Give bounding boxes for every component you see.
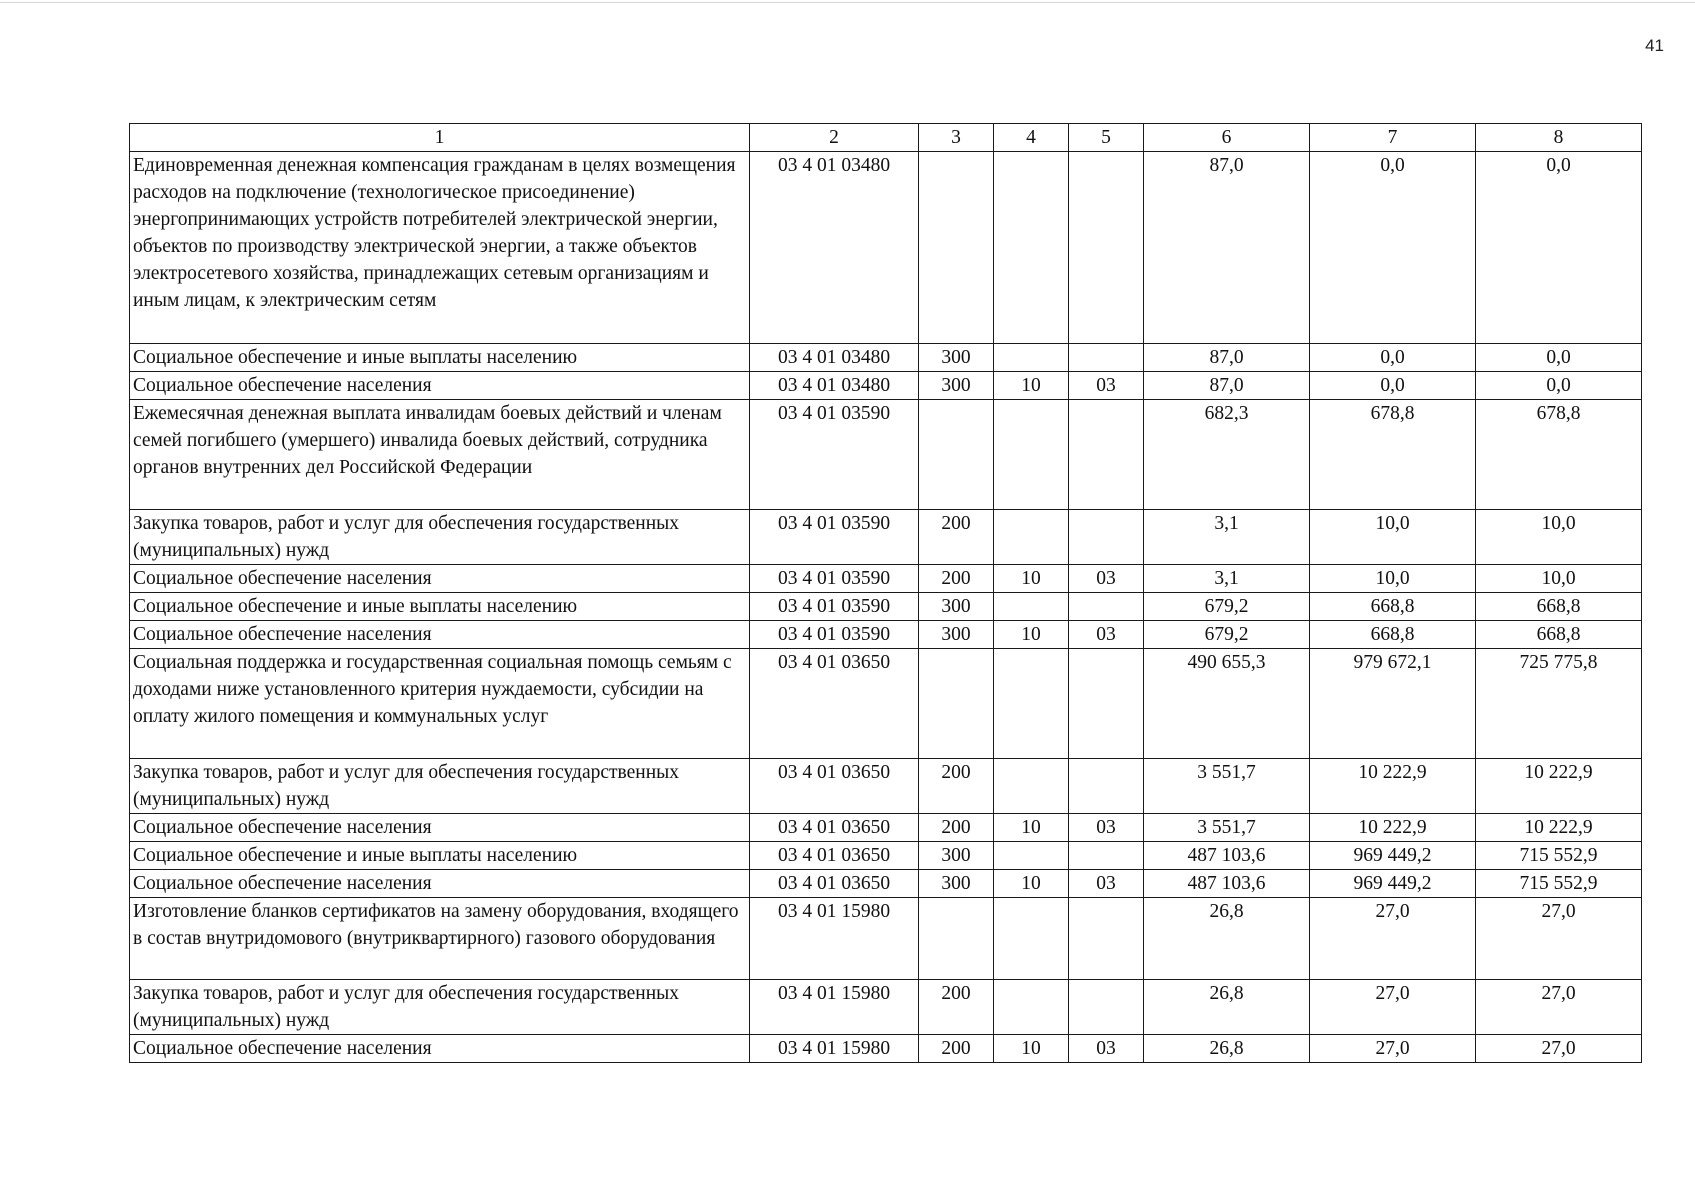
row-subsection-cell: 03 bbox=[1069, 870, 1144, 898]
table-row bbox=[130, 1035, 1642, 1063]
row-value-col7-cell: 678,8 bbox=[1310, 400, 1476, 510]
row-code-cell: 03 4 01 03480 bbox=[750, 372, 919, 400]
row-value-col7-cell: 27,0 bbox=[1310, 980, 1476, 1035]
row-section-cell: 10 bbox=[994, 1035, 1069, 1063]
row-subsection-cell bbox=[1069, 898, 1144, 980]
row-value-col6-cell: 487 103,6 bbox=[1144, 842, 1310, 870]
row-value-col6-cell: 87,0 bbox=[1144, 344, 1310, 372]
row-value-col7-cell: 668,8 bbox=[1310, 621, 1476, 649]
row-subsection-cell bbox=[1069, 510, 1144, 565]
row-name-cell: Социальное обеспечение и иные выплаты населению bbox=[130, 344, 750, 372]
row-code-cell: 03 4 01 15980 bbox=[750, 1035, 919, 1063]
row-name-cell: Ежемесячная денежная выплата инвалидам боевых действий и членам семей погибшего (умершего) инвалида боевых действий, сотрудника органов внутренних дел Российской Федерации bbox=[130, 400, 750, 510]
row-expense-type-cell: 300 bbox=[919, 593, 994, 621]
row-section-cell: 10 bbox=[994, 621, 1069, 649]
row-value-col6-cell: 487 103,6 bbox=[1144, 870, 1310, 898]
row-subsection-cell bbox=[1069, 344, 1144, 372]
row-value-col8-cell: 715 552,9 bbox=[1476, 842, 1642, 870]
row-value-col6-cell: 26,8 bbox=[1144, 898, 1310, 980]
row-section-cell bbox=[994, 344, 1069, 372]
table-row bbox=[130, 842, 1642, 870]
row-section-cell: 10 bbox=[994, 814, 1069, 842]
table-row bbox=[130, 870, 1642, 898]
row-value-col8-cell: 27,0 bbox=[1476, 1035, 1642, 1063]
row-expense-type-cell: 200 bbox=[919, 510, 994, 565]
row-value-col8-cell: 27,0 bbox=[1476, 898, 1642, 980]
row-expense-type-cell: 300 bbox=[919, 842, 994, 870]
column-header: 3 bbox=[919, 124, 994, 152]
row-section-cell: 10 bbox=[994, 372, 1069, 400]
row-name-cell: Закупка товаров, работ и услуг для обеспечения государственных (муниципальных) нужд bbox=[130, 980, 750, 1035]
row-value-col8-cell: 0,0 bbox=[1476, 344, 1642, 372]
row-code-cell: 03 4 01 03650 bbox=[750, 870, 919, 898]
table-body bbox=[130, 152, 1642, 1063]
row-subsection-cell: 03 bbox=[1069, 1035, 1144, 1063]
row-value-col6-cell: 3,1 bbox=[1144, 510, 1310, 565]
row-value-col7-cell: 969 449,2 bbox=[1310, 842, 1476, 870]
row-section-cell bbox=[994, 510, 1069, 565]
row-value-col8-cell: 0,0 bbox=[1476, 372, 1642, 400]
row-expense-type-cell: 200 bbox=[919, 565, 994, 593]
row-code-cell: 03 4 01 03650 bbox=[750, 759, 919, 814]
row-value-col8-cell: 27,0 bbox=[1476, 980, 1642, 1035]
column-header: 7 bbox=[1310, 124, 1476, 152]
row-subsection-cell bbox=[1069, 649, 1144, 759]
row-section-cell bbox=[994, 842, 1069, 870]
row-value-col8-cell: 715 552,9 bbox=[1476, 870, 1642, 898]
row-section-cell bbox=[994, 400, 1069, 510]
page-top-edge bbox=[0, 2, 1695, 3]
row-subsection-cell bbox=[1069, 842, 1144, 870]
row-code-cell: 03 4 01 03480 bbox=[750, 344, 919, 372]
row-name-cell: Социальное обеспечение населения bbox=[130, 1035, 750, 1063]
row-value-col8-cell: 10,0 bbox=[1476, 510, 1642, 565]
row-value-col7-cell: 10 222,9 bbox=[1310, 759, 1476, 814]
table-row bbox=[130, 400, 1642, 510]
row-value-col7-cell: 0,0 bbox=[1310, 372, 1476, 400]
row-expense-type-cell: 200 bbox=[919, 1035, 994, 1063]
table-row bbox=[130, 649, 1642, 759]
row-value-col7-cell: 0,0 bbox=[1310, 344, 1476, 372]
row-subsection-cell: 03 bbox=[1069, 621, 1144, 649]
row-code-cell: 03 4 01 03590 bbox=[750, 593, 919, 621]
row-value-col6-cell: 26,8 bbox=[1144, 980, 1310, 1035]
table-row bbox=[130, 898, 1642, 980]
table-row bbox=[130, 344, 1642, 372]
row-code-cell: 03 4 01 15980 bbox=[750, 898, 919, 980]
row-expense-type-cell: 300 bbox=[919, 344, 994, 372]
row-name-cell: Социальное обеспечение населения bbox=[130, 870, 750, 898]
row-value-col6-cell: 87,0 bbox=[1144, 372, 1310, 400]
row-name-cell: Социальное обеспечение населения bbox=[130, 621, 750, 649]
row-subsection-cell bbox=[1069, 980, 1144, 1035]
table-row bbox=[130, 510, 1642, 565]
row-expense-type-cell bbox=[919, 400, 994, 510]
row-value-col8-cell: 678,8 bbox=[1476, 400, 1642, 510]
row-subsection-cell: 03 bbox=[1069, 814, 1144, 842]
row-subsection-cell bbox=[1069, 152, 1144, 344]
column-header: 4 bbox=[994, 124, 1069, 152]
row-code-cell: 03 4 01 03590 bbox=[750, 400, 919, 510]
row-name-cell: Закупка товаров, работ и услуг для обеспечения государственных (муниципальных) нужд bbox=[130, 510, 750, 565]
column-header: 8 bbox=[1476, 124, 1642, 152]
table-row bbox=[130, 152, 1642, 344]
row-expense-type-cell: 200 bbox=[919, 980, 994, 1035]
row-code-cell: 03 4 01 03650 bbox=[750, 649, 919, 759]
row-section-cell bbox=[994, 152, 1069, 344]
row-value-col6-cell: 490 655,3 bbox=[1144, 649, 1310, 759]
row-code-cell: 03 4 01 03650 bbox=[750, 842, 919, 870]
row-value-col7-cell: 27,0 bbox=[1310, 898, 1476, 980]
row-value-col7-cell: 10,0 bbox=[1310, 510, 1476, 565]
row-value-col6-cell: 3,1 bbox=[1144, 565, 1310, 593]
row-value-col6-cell: 26,8 bbox=[1144, 1035, 1310, 1063]
row-subsection-cell bbox=[1069, 593, 1144, 621]
row-name-cell: Единовременная денежная компенсация гражданам в целях возмещения расходов на подключение (технологическое присоединение) энергопринимающих устройств потребителей электрической энергии, объектов по производству электрической энергии, а также объектов электросетевого хозяйства, принадлежащих сетевым организациям и иным лицам, к электрическим сетям bbox=[130, 152, 750, 344]
row-value-col6-cell: 679,2 bbox=[1144, 593, 1310, 621]
row-code-cell: 03 4 01 03590 bbox=[750, 621, 919, 649]
row-value-col7-cell: 979 672,1 bbox=[1310, 649, 1476, 759]
column-header: 2 bbox=[750, 124, 919, 152]
row-section-cell bbox=[994, 759, 1069, 814]
row-expense-type-cell: 300 bbox=[919, 870, 994, 898]
table-row bbox=[130, 759, 1642, 814]
row-expense-type-cell: 200 bbox=[919, 759, 994, 814]
row-subsection-cell bbox=[1069, 400, 1144, 510]
row-value-col7-cell: 668,8 bbox=[1310, 593, 1476, 621]
table-row bbox=[130, 372, 1642, 400]
row-value-col6-cell: 87,0 bbox=[1144, 152, 1310, 344]
row-code-cell: 03 4 01 03590 bbox=[750, 510, 919, 565]
row-value-col6-cell: 3 551,7 bbox=[1144, 759, 1310, 814]
row-name-cell: Социальное обеспечение населения bbox=[130, 372, 750, 400]
row-expense-type-cell bbox=[919, 898, 994, 980]
table-header-row bbox=[130, 124, 1642, 152]
row-code-cell: 03 4 01 03650 bbox=[750, 814, 919, 842]
row-value-col8-cell: 725 775,8 bbox=[1476, 649, 1642, 759]
row-value-col8-cell: 10 222,9 bbox=[1476, 759, 1642, 814]
row-name-cell: Социальное обеспечение населения bbox=[130, 565, 750, 593]
row-value-col8-cell: 0,0 bbox=[1476, 152, 1642, 344]
row-value-col8-cell: 10,0 bbox=[1476, 565, 1642, 593]
row-subsection-cell: 03 bbox=[1069, 565, 1144, 593]
row-value-col6-cell: 3 551,7 bbox=[1144, 814, 1310, 842]
row-value-col8-cell: 668,8 bbox=[1476, 593, 1642, 621]
row-name-cell: Социальное обеспечение населения bbox=[130, 814, 750, 842]
row-name-cell: Социальная поддержка и государственная социальная помощь семьям с доходами ниже установленного критерия нуждаемости, субсидии на оплату жилого помещения и коммунальных услуг bbox=[130, 649, 750, 759]
row-name-cell: Социальное обеспечение и иные выплаты населению bbox=[130, 842, 750, 870]
row-code-cell: 03 4 01 03480 bbox=[750, 152, 919, 344]
table-row bbox=[130, 621, 1642, 649]
row-section-cell: 10 bbox=[994, 565, 1069, 593]
column-header: 6 bbox=[1144, 124, 1310, 152]
table-row bbox=[130, 565, 1642, 593]
column-header: 1 bbox=[130, 124, 750, 152]
row-section-cell bbox=[994, 593, 1069, 621]
page-number: 41 bbox=[1645, 36, 1664, 55]
row-expense-type-cell bbox=[919, 152, 994, 344]
row-value-col7-cell: 10,0 bbox=[1310, 565, 1476, 593]
row-code-cell: 03 4 01 15980 bbox=[750, 980, 919, 1035]
row-value-col7-cell: 27,0 bbox=[1310, 1035, 1476, 1063]
column-header: 5 bbox=[1069, 124, 1144, 152]
row-name-cell: Закупка товаров, работ и услуг для обеспечения государственных (муниципальных) нужд bbox=[130, 759, 750, 814]
row-code-cell: 03 4 01 03590 bbox=[750, 565, 919, 593]
row-subsection-cell: 03 bbox=[1069, 372, 1144, 400]
row-value-col6-cell: 682,3 bbox=[1144, 400, 1310, 510]
row-name-cell: Социальное обеспечение и иные выплаты населению bbox=[130, 593, 750, 621]
row-section-cell: 10 bbox=[994, 870, 1069, 898]
row-value-col7-cell: 969 449,2 bbox=[1310, 870, 1476, 898]
row-section-cell bbox=[994, 898, 1069, 980]
budget-table bbox=[129, 123, 1642, 1063]
row-value-col7-cell: 0,0 bbox=[1310, 152, 1476, 344]
table-row bbox=[130, 814, 1642, 842]
row-section-cell bbox=[994, 649, 1069, 759]
row-section-cell bbox=[994, 980, 1069, 1035]
row-value-col8-cell: 668,8 bbox=[1476, 621, 1642, 649]
row-expense-type-cell bbox=[919, 649, 994, 759]
row-name-cell: Изготовление бланков сертификатов на замену оборудования, входящего в состав внутридомового (внутриквартирного) газового оборудования bbox=[130, 898, 750, 980]
row-value-col8-cell: 10 222,9 bbox=[1476, 814, 1642, 842]
row-expense-type-cell: 200 bbox=[919, 814, 994, 842]
row-expense-type-cell: 300 bbox=[919, 621, 994, 649]
row-value-col7-cell: 10 222,9 bbox=[1310, 814, 1476, 842]
table-row bbox=[130, 593, 1642, 621]
row-expense-type-cell: 300 bbox=[919, 372, 994, 400]
row-subsection-cell bbox=[1069, 759, 1144, 814]
table-row bbox=[130, 980, 1642, 1035]
row-value-col6-cell: 679,2 bbox=[1144, 621, 1310, 649]
